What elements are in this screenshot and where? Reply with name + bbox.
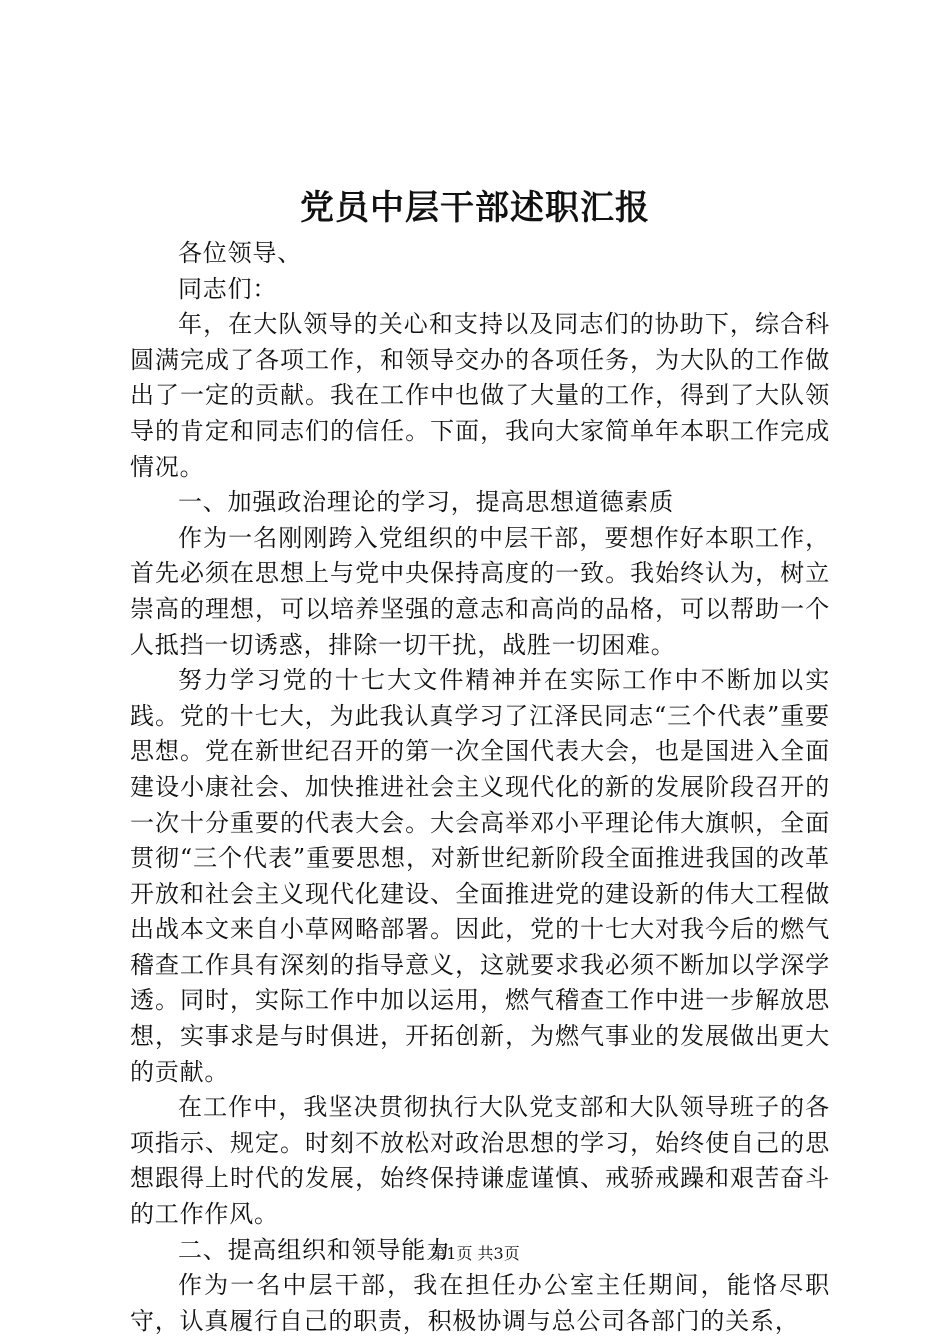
salutation-comrades: 同志们： xyxy=(178,274,278,303)
section-heading-1: 一、加强政治理论的学习，提高思想道德素质 xyxy=(178,488,674,517)
paragraph-section1-b: 努力学习党的十七大文件精神并在实际工作中不断加以实践。党的十七大，为此我认真学习了江泽民同志“三个代表”重要思想。党在新世纪召开的第一次全国代表大会，也是国进入全面建设小康社会、加快推进社会主义现代化的新的发展阶段召开的一次十分重要的代表大会。大会高举邓小平理论伟大旗帜，全面贯彻“三个代表”重要思想，对新世纪新阶段全面推进我国的改革开放和社会主义现代化建设、全面推进党的建设新的伟大工程做出战本文来自小草网略部署。因此，党的十七大对我今后的燃气稽查工作具有深刻的指导意义，这就要求我必须不断加以学深学透。同时，实际工作中加以运用，燃气稽查工作中进一步解放思想，实事求是与时俱进，开拓创新，为燃气事业的发展做出更大的贡献。 xyxy=(130,666,830,1086)
paragraph-section1-c: 在工作中，我坚决贯彻执行大队党支部和大队领导班子的各项指示、规定。时刻不放松对政治思想的学习，始终使自己的思想跟得上时代的发展，始终保持谦虚谨慎、戒骄戒躁和艰苦奋斗的工作作风。 xyxy=(130,1093,830,1229)
document-title: 党员中层干部述职汇报 xyxy=(300,188,650,228)
document-body xyxy=(130,236,830,1339)
paragraph-intro: 年，在大队领导的关心和支持以及同志们的协助下，综合科圆满完成了各项工作，和领导交办的各项任务，为大队的工作做出了一定的贡献。我在工作中也做了大量的工作，得到了大队领导的肯定和同志们的信任。下面，我向大家简单年本职工作完成情况。 xyxy=(130,310,830,481)
paragraph-section1-a: 作为一名刚刚跨入党组织的中层干部，要想作好本职工作，首先必须在思想上与党中央保持高度的一致。我始终认为，树立崇高的理想，可以培养坚强的意志和高尚的品格，可以帮助一个人抵挡一切诱惑，排除一切干扰，战胜一切困难。 xyxy=(130,523,830,659)
paragraph-section2-a: 作为一名中层干部，我在担任办公室主任期间，能恪尽职守，认真履行自己的职责，积极协调与总公司各部门的关系， xyxy=(130,1271,830,1335)
salutation-leaders: 各位领导、 xyxy=(178,239,302,267)
page-footer: 第1页 共3页 xyxy=(430,1244,520,1263)
section-heading-2: 二、提高组织和领导能力 xyxy=(178,1235,451,1264)
